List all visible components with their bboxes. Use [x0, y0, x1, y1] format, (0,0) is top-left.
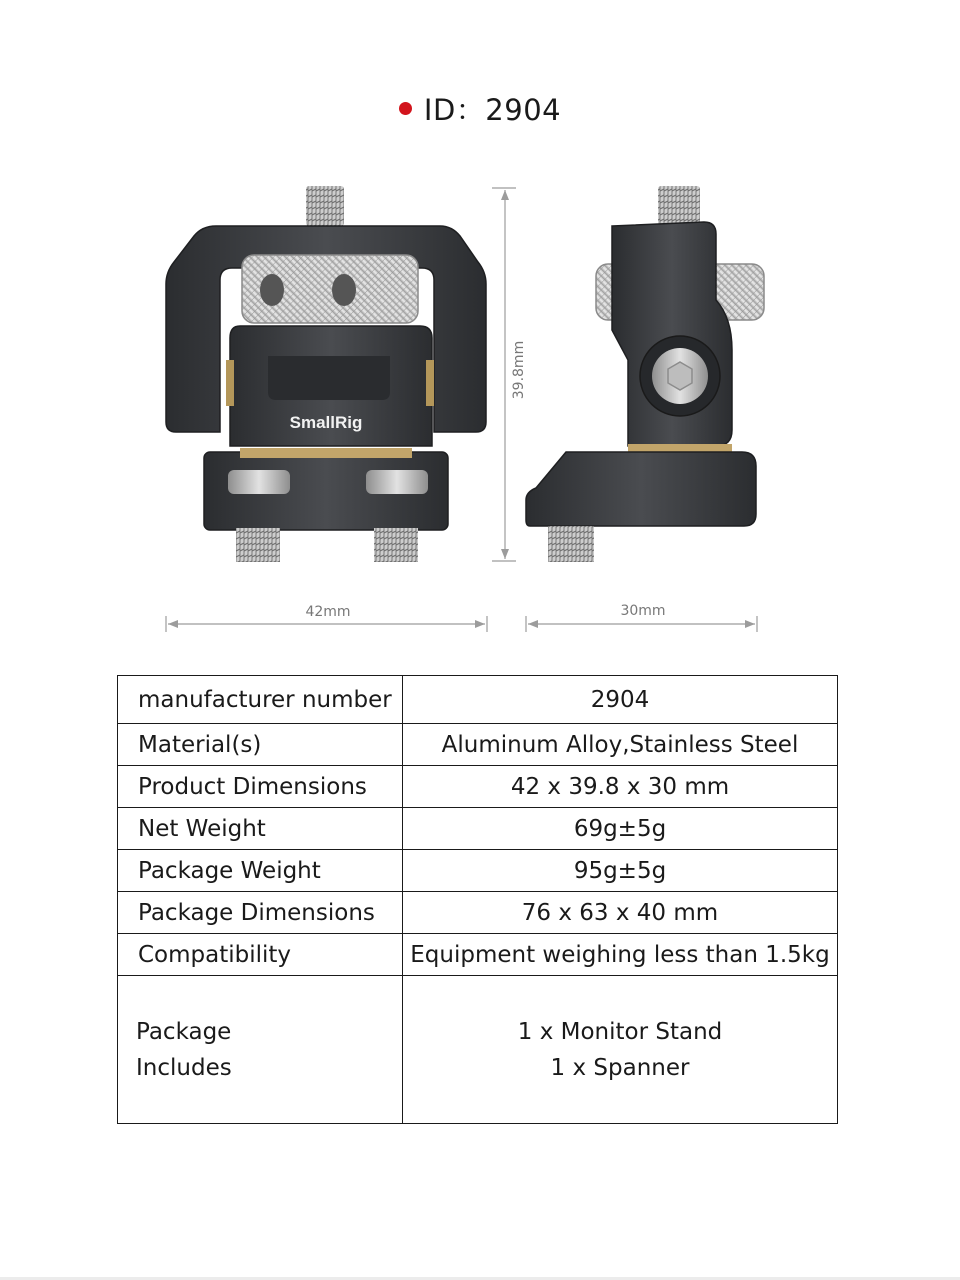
table-row — [118, 934, 838, 976]
table-row — [118, 676, 838, 724]
smallrig-logo: SmallRig — [289, 413, 363, 432]
table-row — [118, 808, 838, 850]
package-item: 1 x Spanner — [550, 1054, 690, 1081]
front-base-washer — [240, 448, 412, 458]
width-side-label: 30mm — [620, 603, 666, 619]
side-base — [526, 452, 756, 526]
package-item: 1 x Monitor Stand — [517, 1018, 723, 1045]
spec-label: Material(s) — [118, 724, 403, 766]
front-base-pin-right — [366, 470, 428, 494]
spec-value-package-includes — [403, 976, 838, 1124]
spec-value: 76 x 63 x 40 mm — [403, 892, 838, 934]
product-id-label: ID：2904 — [423, 93, 562, 127]
spec-label: Product Dimensions — [118, 766, 403, 808]
package-includes-label-line1: Package — [136, 1018, 232, 1045]
width-front-label: 42mm — [305, 604, 351, 620]
side-washer — [628, 444, 732, 452]
table-row — [118, 766, 838, 808]
spec-value: 69g±5g — [403, 808, 838, 850]
spec-label: Compatibility — [118, 934, 403, 976]
front-bottom-screw-right — [374, 528, 418, 562]
height-dimension — [492, 188, 527, 561]
spec-label-package-includes — [118, 976, 403, 1124]
front-bottom-screw-left — [236, 528, 280, 562]
table-row — [118, 850, 838, 892]
width-dimension-side — [526, 603, 757, 632]
package-includes-label-line2: Includes — [136, 1054, 232, 1081]
spec-label: manufacturer number — [118, 676, 403, 724]
spec-value: 95g±5g — [403, 850, 838, 892]
front-base-pin-left — [228, 470, 290, 494]
front-top-screw — [306, 186, 344, 226]
spec-value: Aluminum Alloy,Stainless Steel — [403, 724, 838, 766]
product-id-header — [0, 88, 960, 129]
table-row — [118, 976, 838, 1124]
red-dot-icon — [399, 102, 412, 115]
spec-label: Package Dimensions — [118, 892, 403, 934]
product-dimension-diagram — [0, 160, 960, 660]
front-washer-left — [226, 360, 234, 406]
front-knob-hole-left — [260, 274, 284, 306]
table-row — [118, 724, 838, 766]
spec-value: Equipment weighing less than 1.5kg — [403, 934, 838, 976]
side-bottom-screw — [548, 526, 594, 562]
hex-socket-icon — [668, 362, 692, 390]
front-center-recess — [268, 356, 390, 400]
height-dimension-label: 39.8mm — [511, 340, 527, 400]
front-view — [166, 186, 486, 562]
side-view — [526, 186, 764, 562]
spec-table — [117, 675, 838, 1124]
spec-label: Package Weight — [118, 850, 403, 892]
spec-label: Net Weight — [118, 808, 403, 850]
spec-value: 42 x 39.8 x 30 mm — [403, 766, 838, 808]
width-dimension-front — [166, 604, 487, 632]
front-washer-right — [426, 360, 434, 406]
front-knob-hole-right — [332, 274, 356, 306]
spec-value: 2904 — [403, 676, 838, 724]
table-row — [118, 892, 838, 934]
